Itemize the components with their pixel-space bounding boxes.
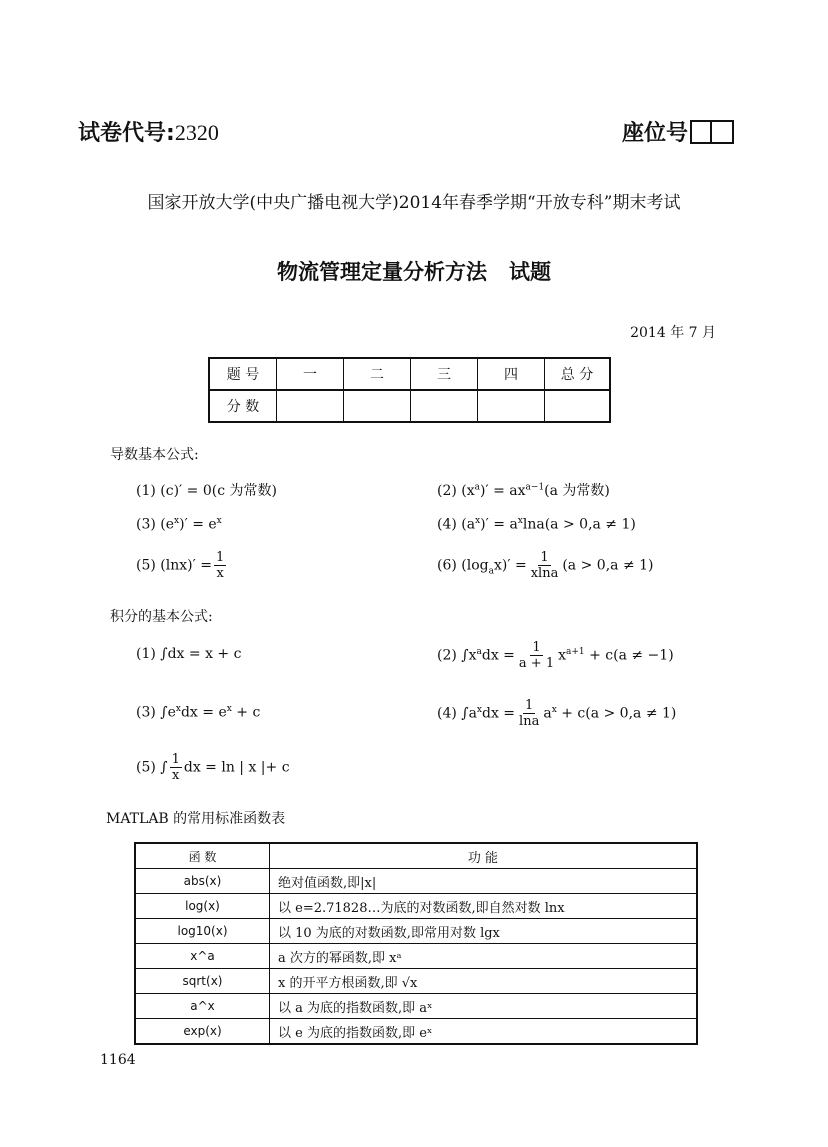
matlab-heading: MATLAB 的常用标准函数表 (106, 811, 286, 827)
description-cell: 绝对值函数,即|x| (270, 869, 698, 894)
score-table (208, 357, 611, 423)
score-input[interactable] (545, 390, 611, 422)
description-cell: a 次方的幂函数,即 xᵃ (270, 944, 698, 969)
exam-subtitle: 国家开放大学(中央广播电视大学)2014年春季学期“开放专科”期末考试 (147, 193, 681, 213)
derivative-formula-3: (3) $(e^x)' = e^x$ (136, 516, 222, 533)
function-cell: log10(x) (135, 919, 270, 944)
exam-date: 2014 年 7 月 (630, 325, 716, 341)
seat-number (622, 116, 734, 147)
exam-code-value: 2320 (174, 120, 219, 145)
function-cell: a^x (135, 994, 270, 1019)
derivative-formula-5: (5) (lnx)′ = $\frac{1}{x}$ (136, 550, 225, 581)
integral-formula-2: (2) $\int x^adx$ = $\frac{1}{a + 1}$ $x^{a+1} + c(a \ne -1)$ (437, 640, 674, 671)
description-cell: x 的开平方根函数,即 √x (270, 969, 698, 994)
table-row (135, 969, 697, 994)
derivative-formula-1: (1) (c)′ = 0(c 为常数) (136, 483, 277, 499)
function-cell: abs(x) (135, 869, 270, 894)
seat-box[interactable] (712, 120, 734, 144)
derivative-formula-2: (2) $(x^a)' = ax^{a-1}(a$ 为常数) (437, 482, 610, 499)
score-header-row (209, 358, 610, 390)
integral-formula-4: (4) $\int a^xdx$ = $\frac{1}{\ln a}$ $a^x + c(a > 0,a \ne 1)$ (437, 698, 677, 729)
score-cell: 二 (344, 358, 411, 390)
table-header-row (135, 843, 697, 869)
exam-code-label: 试卷代号: (78, 121, 175, 146)
fraction: $\frac{1}{xlna}$ (530, 550, 559, 581)
table-row (135, 869, 697, 894)
table-row (135, 1019, 697, 1045)
score-input[interactable] (277, 390, 344, 422)
function-cell: exp(x) (135, 1019, 270, 1045)
matlab-function-table (134, 842, 698, 1045)
score-value-row (209, 390, 610, 422)
integral-formula-3: (3) $\int e^xdx = e^x + c$ (136, 704, 261, 721)
description-cell: 以 10 为底的对数函数,即常用对数 lgx (270, 919, 698, 944)
score-cell: 总 分 (545, 358, 611, 390)
description-cell: 以 a 为底的指数函数,即 aˣ (270, 994, 698, 1019)
score-input[interactable] (344, 390, 411, 422)
score-input[interactable] (478, 390, 545, 422)
score-cell: 分 数 (209, 390, 277, 422)
column-header-function: 函 数 (135, 843, 270, 869)
derivatives-heading: 导数基本公式: (110, 447, 199, 463)
fraction: $\frac{1}{x}$ (171, 752, 180, 783)
score-cell: 题 号 (209, 358, 277, 390)
fraction: $\frac{1}{\ln a}$ (519, 698, 540, 729)
score-cell: 三 (411, 358, 478, 390)
seat-label: 座位号 (622, 121, 689, 146)
function-cell: log(x) (135, 894, 270, 919)
seat-boxes[interactable] (690, 120, 734, 144)
exam-title: 物流管理定量分析方法 试题 (277, 260, 551, 284)
function-cell: sqrt(x) (135, 969, 270, 994)
table-row (135, 919, 697, 944)
score-cell: 四 (478, 358, 545, 390)
exam-code (78, 116, 219, 147)
page-number: 1164 (100, 1052, 136, 1068)
score-cell: 一 (277, 358, 344, 390)
derivative-formula-4: (4) $(a^x)' = a^x\ln a(a > 0,a \ne 1)$ (437, 516, 636, 533)
column-header-description: 功 能 (270, 843, 698, 869)
description-cell: 以 e=2.71828…为底的对数函数,即自然对数 lnx (270, 894, 698, 919)
table-row (135, 994, 697, 1019)
integral-formula-1: (1) ∫dx = x + c (136, 646, 242, 662)
table-row (135, 894, 697, 919)
derivative-formula-6: (6) $(\log_ax)'$ = $\frac{1}{xlna}$ (a > 0,a ≠ 1) (437, 550, 654, 581)
fraction: $\frac{1}{a + 1}$ (518, 640, 555, 671)
table-row (135, 944, 697, 969)
integral-formula-5: (5) ∫ $\frac{1}{x}$ dx = ln | x |+ c (136, 752, 290, 783)
integrals-heading: 积分的基本公式: (110, 609, 213, 625)
fraction: $\frac{1}{x}$ (215, 550, 225, 581)
description-cell: 以 e 为底的指数函数,即 eˣ (270, 1019, 698, 1045)
score-input[interactable] (411, 390, 478, 422)
seat-box[interactable] (690, 120, 712, 144)
function-cell: x^a (135, 944, 270, 969)
